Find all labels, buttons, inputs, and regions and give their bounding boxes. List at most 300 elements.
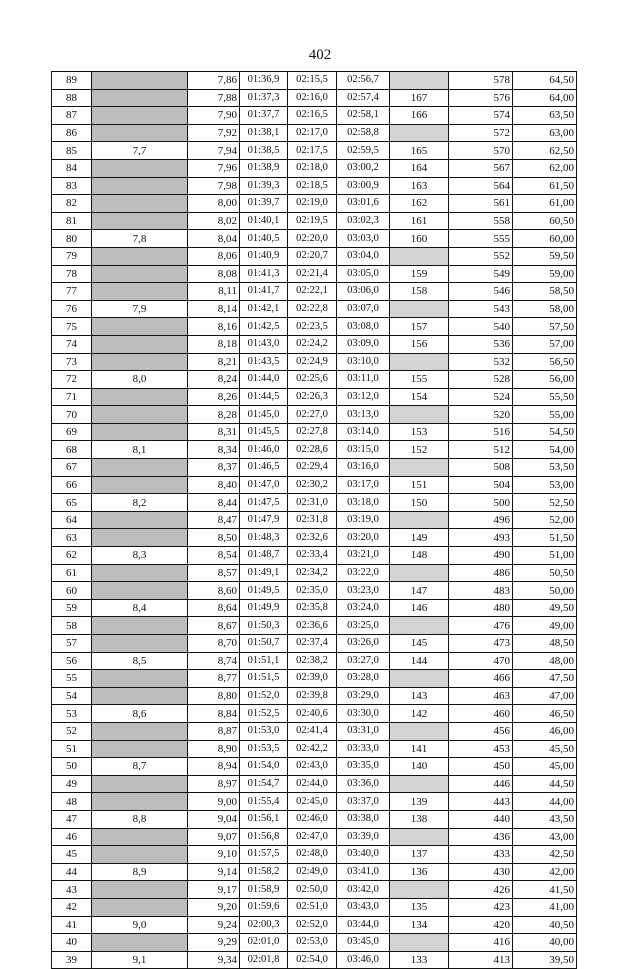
table-row xyxy=(52,230,577,248)
cell-points: 56 xyxy=(52,652,92,670)
cell-col8: 416 xyxy=(449,934,513,952)
cell-time2: 02:39,8 xyxy=(288,687,337,705)
cell-col2 xyxy=(92,564,188,582)
cell-col3: 8,47 xyxy=(188,511,240,529)
table-row xyxy=(52,810,577,828)
cell-col9: 63,00 xyxy=(513,124,577,142)
cell-time2: 02:44,0 xyxy=(288,775,337,793)
cell-col8: 520 xyxy=(449,406,513,424)
cell-col2 xyxy=(92,72,188,90)
cell-points: 73 xyxy=(52,353,92,371)
cell-time3: 02:57,4 xyxy=(337,89,390,107)
table-row xyxy=(52,705,577,723)
cell-col7 xyxy=(390,511,449,529)
cell-col8: 576 xyxy=(449,89,513,107)
cell-points: 54 xyxy=(52,687,92,705)
table-row xyxy=(52,476,577,494)
cell-time3: 02:58,1 xyxy=(337,107,390,125)
cell-col3: 8,74 xyxy=(188,652,240,670)
cell-time2: 02:50,0 xyxy=(288,881,337,899)
cell-time2: 02:24,2 xyxy=(288,335,337,353)
cell-col7: 159 xyxy=(390,265,449,283)
cell-points: 87 xyxy=(52,107,92,125)
table-row xyxy=(52,511,577,529)
cell-col7: 160 xyxy=(390,230,449,248)
cell-col3: 8,06 xyxy=(188,247,240,265)
table-row xyxy=(52,529,577,547)
cell-col8: 567 xyxy=(449,159,513,177)
cell-col9: 59,00 xyxy=(513,265,577,283)
cell-time1: 01:47,9 xyxy=(240,511,288,529)
cell-col8: 473 xyxy=(449,635,513,653)
cell-time2: 02:49,0 xyxy=(288,863,337,881)
table-row xyxy=(52,758,577,776)
cell-col2: 8,5 xyxy=(92,652,188,670)
cell-col7: 157 xyxy=(390,318,449,336)
cell-time2: 02:46,0 xyxy=(288,810,337,828)
cell-time1: 01:54,0 xyxy=(240,758,288,776)
cell-time2: 02:35,8 xyxy=(288,599,337,617)
cell-col2: 8,6 xyxy=(92,705,188,723)
cell-time3: 03:13,0 xyxy=(337,406,390,424)
table-row xyxy=(52,423,577,441)
cell-time2: 02:54,0 xyxy=(288,951,337,969)
cell-time3: 03:28,0 xyxy=(337,670,390,688)
cell-points: 60 xyxy=(52,582,92,600)
cell-col2 xyxy=(92,335,188,353)
cell-col3: 7,90 xyxy=(188,107,240,125)
cell-time1: 01:46,0 xyxy=(240,441,288,459)
cell-col7: 158 xyxy=(390,283,449,301)
cell-time1: 01:38,5 xyxy=(240,142,288,160)
cell-col8: 574 xyxy=(449,107,513,125)
cell-col9: 64,00 xyxy=(513,89,577,107)
table-row xyxy=(52,687,577,705)
cell-col2 xyxy=(92,89,188,107)
cell-col7: 155 xyxy=(390,371,449,389)
table-body xyxy=(52,72,577,969)
cell-col2 xyxy=(92,722,188,740)
cell-time2: 02:41,4 xyxy=(288,722,337,740)
cell-col9: 52,50 xyxy=(513,494,577,512)
cell-time2: 02:17,5 xyxy=(288,142,337,160)
cell-col2: 8,7 xyxy=(92,758,188,776)
cell-col9: 54,50 xyxy=(513,423,577,441)
page-number: 402 xyxy=(308,47,332,63)
table-row xyxy=(52,177,577,195)
cell-col9: 61,00 xyxy=(513,195,577,213)
table-row xyxy=(52,494,577,512)
table-row xyxy=(52,283,577,301)
cell-time1: 01:40,9 xyxy=(240,247,288,265)
cell-time3: 03:38,0 xyxy=(337,810,390,828)
cell-col9: 55,00 xyxy=(513,406,577,424)
cell-time2: 02:53,0 xyxy=(288,934,337,952)
cell-col7: 161 xyxy=(390,212,449,230)
cell-col3: 8,18 xyxy=(188,335,240,353)
cell-points: 76 xyxy=(52,300,92,318)
cell-col7 xyxy=(390,124,449,142)
cell-col3: 8,44 xyxy=(188,494,240,512)
cell-col8: 572 xyxy=(449,124,513,142)
cell-col3: 8,04 xyxy=(188,230,240,248)
cell-col8: 549 xyxy=(449,265,513,283)
cell-col3: 9,17 xyxy=(188,881,240,899)
cell-points: 75 xyxy=(52,318,92,336)
cell-time1: 01:57,5 xyxy=(240,846,288,864)
cell-points: 82 xyxy=(52,195,92,213)
cell-col8: 436 xyxy=(449,828,513,846)
table-row xyxy=(52,265,577,283)
cell-time3: 03:20,0 xyxy=(337,529,390,547)
cell-col7: 153 xyxy=(390,423,449,441)
cell-col9: 60,50 xyxy=(513,212,577,230)
cell-col3: 8,00 xyxy=(188,195,240,213)
cell-time1: 01:44,0 xyxy=(240,371,288,389)
cell-col3: 8,80 xyxy=(188,687,240,705)
cell-col2: 7,9 xyxy=(92,300,188,318)
cell-col9: 61,50 xyxy=(513,177,577,195)
cell-time2: 02:33,4 xyxy=(288,547,337,565)
table-row xyxy=(52,564,577,582)
table-row xyxy=(52,388,577,406)
cell-col3: 8,67 xyxy=(188,617,240,635)
cell-col9: 56,50 xyxy=(513,353,577,371)
cell-col8: 493 xyxy=(449,529,513,547)
cell-time1: 01:56,8 xyxy=(240,828,288,846)
cell-time1: 01:49,5 xyxy=(240,582,288,600)
cell-col2 xyxy=(92,212,188,230)
cell-time2: 02:28,6 xyxy=(288,441,337,459)
cell-col3: 8,70 xyxy=(188,635,240,653)
cell-col2: 7,8 xyxy=(92,230,188,248)
cell-col9: 50,50 xyxy=(513,564,577,582)
cell-time2: 02:19,5 xyxy=(288,212,337,230)
cell-col7 xyxy=(390,406,449,424)
cell-time3: 03:19,0 xyxy=(337,511,390,529)
cell-col9: 39,50 xyxy=(513,951,577,969)
cell-points: 39 xyxy=(52,951,92,969)
cell-col7: 166 xyxy=(390,107,449,125)
cell-col2 xyxy=(92,793,188,811)
table-row xyxy=(52,107,577,125)
cell-col2 xyxy=(92,670,188,688)
cell-col9: 58,00 xyxy=(513,300,577,318)
table-row xyxy=(52,846,577,864)
cell-col8: 423 xyxy=(449,898,513,916)
cell-col7 xyxy=(390,828,449,846)
cell-time3: 03:10,0 xyxy=(337,353,390,371)
cell-col8: 532 xyxy=(449,353,513,371)
cell-col7: 162 xyxy=(390,195,449,213)
cell-col9: 51,50 xyxy=(513,529,577,547)
cell-time1: 01:52,5 xyxy=(240,705,288,723)
cell-col7 xyxy=(390,775,449,793)
cell-col8: 466 xyxy=(449,670,513,688)
cell-time2: 02:38,2 xyxy=(288,652,337,670)
table-row xyxy=(52,635,577,653)
table-row xyxy=(52,863,577,881)
cell-time1: 01:41,7 xyxy=(240,283,288,301)
cell-col8: 552 xyxy=(449,247,513,265)
cell-col2: 8,2 xyxy=(92,494,188,512)
cell-col9: 53,50 xyxy=(513,459,577,477)
cell-col2 xyxy=(92,898,188,916)
cell-time3: 03:36,0 xyxy=(337,775,390,793)
table-row xyxy=(52,934,577,952)
cell-col2 xyxy=(92,635,188,653)
cell-points: 89 xyxy=(52,72,92,90)
cell-col2 xyxy=(92,247,188,265)
cell-col9: 46,50 xyxy=(513,705,577,723)
table-row xyxy=(52,247,577,265)
cell-col3: 8,02 xyxy=(188,212,240,230)
cell-time3: 03:17,0 xyxy=(337,476,390,494)
cell-col9: 48,50 xyxy=(513,635,577,653)
cell-col7: 138 xyxy=(390,810,449,828)
cell-time2: 02:47,0 xyxy=(288,828,337,846)
cell-time1: 01:38,9 xyxy=(240,159,288,177)
cell-col8: 490 xyxy=(449,547,513,565)
cell-time1: 01:55,4 xyxy=(240,793,288,811)
cell-points: 43 xyxy=(52,881,92,899)
cell-time2: 02:26,3 xyxy=(288,388,337,406)
cell-col3: 8,90 xyxy=(188,740,240,758)
cell-time3: 03:21,0 xyxy=(337,547,390,565)
cell-col8: 443 xyxy=(449,793,513,811)
cell-col7 xyxy=(390,722,449,740)
cell-time1: 01:46,5 xyxy=(240,459,288,477)
table-row xyxy=(52,212,577,230)
cell-col3: 8,34 xyxy=(188,441,240,459)
cell-time2: 02:23,5 xyxy=(288,318,337,336)
cell-time2: 02:35,0 xyxy=(288,582,337,600)
cell-time2: 02:34,2 xyxy=(288,564,337,582)
cell-col2: 8,1 xyxy=(92,441,188,459)
cell-col3: 8,60 xyxy=(188,582,240,600)
cell-col2 xyxy=(92,740,188,758)
cell-time1: 01:48,3 xyxy=(240,529,288,547)
cell-col2 xyxy=(92,881,188,899)
cell-col7: 145 xyxy=(390,635,449,653)
cell-points: 40 xyxy=(52,934,92,952)
cell-col9: 50,00 xyxy=(513,582,577,600)
cell-time1: 01:39,3 xyxy=(240,177,288,195)
cell-points: 47 xyxy=(52,810,92,828)
cell-col2 xyxy=(92,124,188,142)
table-row xyxy=(52,793,577,811)
cell-time3: 02:56,7 xyxy=(337,72,390,90)
cell-col9: 56,00 xyxy=(513,371,577,389)
cell-time1: 01:45,5 xyxy=(240,423,288,441)
cell-points: 57 xyxy=(52,635,92,653)
table-row xyxy=(52,547,577,565)
table-row xyxy=(52,617,577,635)
table-row xyxy=(52,142,577,160)
cell-col9: 43,00 xyxy=(513,828,577,846)
cell-time2: 02:19,0 xyxy=(288,195,337,213)
cell-col8: 476 xyxy=(449,617,513,635)
cell-points: 80 xyxy=(52,230,92,248)
cell-col9: 42,00 xyxy=(513,863,577,881)
cell-time3: 03:01,6 xyxy=(337,195,390,213)
cell-time3: 02:59,5 xyxy=(337,142,390,160)
cell-col9: 53,00 xyxy=(513,476,577,494)
cell-points: 46 xyxy=(52,828,92,846)
cell-col9: 47,00 xyxy=(513,687,577,705)
cell-points: 61 xyxy=(52,564,92,582)
cell-time1: 01:54,7 xyxy=(240,775,288,793)
cell-points: 53 xyxy=(52,705,92,723)
cell-time1: 01:39,7 xyxy=(240,195,288,213)
cell-time3: 03:33,0 xyxy=(337,740,390,758)
cell-col8: 460 xyxy=(449,705,513,723)
cell-time3: 03:16,0 xyxy=(337,459,390,477)
cell-time3: 03:44,0 xyxy=(337,916,390,934)
cell-col3: 9,04 xyxy=(188,810,240,828)
cell-points: 71 xyxy=(52,388,92,406)
cell-time3: 03:46,0 xyxy=(337,951,390,969)
cell-col9: 62,50 xyxy=(513,142,577,160)
table-row xyxy=(52,881,577,899)
cell-col9: 41,50 xyxy=(513,881,577,899)
cell-col8: 496 xyxy=(449,511,513,529)
cell-time1: 01:50,7 xyxy=(240,635,288,653)
cell-time2: 02:31,0 xyxy=(288,494,337,512)
cell-points: 83 xyxy=(52,177,92,195)
cell-time3: 03:26,0 xyxy=(337,635,390,653)
cell-time1: 01:40,1 xyxy=(240,212,288,230)
cell-col8: 564 xyxy=(449,177,513,195)
cell-col9: 51,00 xyxy=(513,547,577,565)
cell-col8: 433 xyxy=(449,846,513,864)
cell-time2: 02:16,5 xyxy=(288,107,337,125)
cell-col7 xyxy=(390,353,449,371)
cell-col7: 154 xyxy=(390,388,449,406)
cell-col2 xyxy=(92,934,188,952)
cell-col2 xyxy=(92,459,188,477)
cell-points: 81 xyxy=(52,212,92,230)
cell-col7 xyxy=(390,247,449,265)
cell-col3: 8,37 xyxy=(188,459,240,477)
cell-points: 86 xyxy=(52,124,92,142)
cell-col8: 486 xyxy=(449,564,513,582)
cell-time3: 03:02,3 xyxy=(337,212,390,230)
cell-col7: 142 xyxy=(390,705,449,723)
cell-time3: 03:25,0 xyxy=(337,617,390,635)
cell-col3: 8,57 xyxy=(188,564,240,582)
cell-col7: 140 xyxy=(390,758,449,776)
cell-time3: 03:39,0 xyxy=(337,828,390,846)
cell-col3: 8,77 xyxy=(188,670,240,688)
cell-time3: 03:35,0 xyxy=(337,758,390,776)
cell-time1: 01:36,9 xyxy=(240,72,288,90)
cell-col9: 49,50 xyxy=(513,599,577,617)
table-row xyxy=(52,898,577,916)
cell-col7: 151 xyxy=(390,476,449,494)
cell-col8: 570 xyxy=(449,142,513,160)
table-row xyxy=(52,159,577,177)
cell-col3: 9,07 xyxy=(188,828,240,846)
cell-col2 xyxy=(92,265,188,283)
table-row xyxy=(52,459,577,477)
cell-time3: 03:45,0 xyxy=(337,934,390,952)
cell-points: 50 xyxy=(52,758,92,776)
cell-col2: 8,9 xyxy=(92,863,188,881)
cell-col9: 63,50 xyxy=(513,107,577,125)
table-row xyxy=(52,916,577,934)
cell-col3: 7,98 xyxy=(188,177,240,195)
cell-col2: 8,0 xyxy=(92,371,188,389)
table-row xyxy=(52,406,577,424)
cell-points: 66 xyxy=(52,476,92,494)
cell-col9: 40,00 xyxy=(513,934,577,952)
cell-col7 xyxy=(390,934,449,952)
cell-col8: 524 xyxy=(449,388,513,406)
cell-time2: 02:42,2 xyxy=(288,740,337,758)
cell-time1: 01:48,7 xyxy=(240,547,288,565)
cell-col9: 57,00 xyxy=(513,335,577,353)
cell-time1: 01:53,5 xyxy=(240,740,288,758)
cell-time2: 02:20,7 xyxy=(288,247,337,265)
cell-points: 78 xyxy=(52,265,92,283)
cell-time1: 01:47,0 xyxy=(240,476,288,494)
cell-time3: 03:24,0 xyxy=(337,599,390,617)
table-row xyxy=(52,300,577,318)
cell-points: 70 xyxy=(52,406,92,424)
cell-col8: 500 xyxy=(449,494,513,512)
cell-points: 84 xyxy=(52,159,92,177)
cell-col8: 508 xyxy=(449,459,513,477)
cell-time3: 03:12,0 xyxy=(337,388,390,406)
cell-time2: 02:32,6 xyxy=(288,529,337,547)
table-row xyxy=(52,828,577,846)
cell-col8: 578 xyxy=(449,72,513,90)
cell-col8: 555 xyxy=(449,230,513,248)
cell-time1: 01:44,5 xyxy=(240,388,288,406)
cell-col7 xyxy=(390,881,449,899)
cell-col9: 45,00 xyxy=(513,758,577,776)
cell-col9: 64,50 xyxy=(513,72,577,90)
cell-time2: 02:29,4 xyxy=(288,459,337,477)
cell-col8: 561 xyxy=(449,195,513,213)
cell-col9: 41,00 xyxy=(513,898,577,916)
cell-col2 xyxy=(92,107,188,125)
cell-col7: 147 xyxy=(390,582,449,600)
cell-time3: 02:58,8 xyxy=(337,124,390,142)
cell-time2: 02:25,6 xyxy=(288,371,337,389)
cell-col7: 167 xyxy=(390,89,449,107)
cell-col2: 8,3 xyxy=(92,547,188,565)
cell-col7: 136 xyxy=(390,863,449,881)
cell-col3: 9,14 xyxy=(188,863,240,881)
cell-col7: 163 xyxy=(390,177,449,195)
cell-col7: 152 xyxy=(390,441,449,459)
cell-points: 79 xyxy=(52,247,92,265)
cell-col9: 40,50 xyxy=(513,916,577,934)
cell-time1: 01:53,0 xyxy=(240,722,288,740)
cell-points: 49 xyxy=(52,775,92,793)
cell-col7: 139 xyxy=(390,793,449,811)
cell-col3: 9,34 xyxy=(188,951,240,969)
cell-col2: 9,0 xyxy=(92,916,188,934)
cell-time2: 02:21,4 xyxy=(288,265,337,283)
cell-col8: 558 xyxy=(449,212,513,230)
cell-col8: 456 xyxy=(449,722,513,740)
cell-col9: 44,50 xyxy=(513,775,577,793)
cell-col8: 504 xyxy=(449,476,513,494)
cell-col8: 463 xyxy=(449,687,513,705)
